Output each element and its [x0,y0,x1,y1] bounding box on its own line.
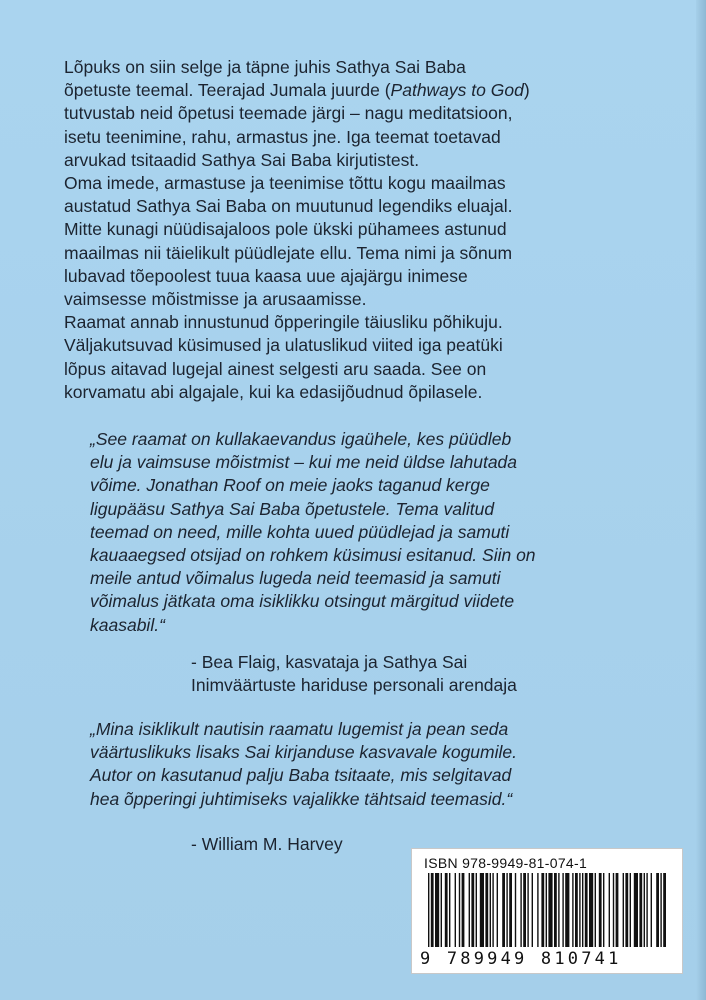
barcode-bars [428,873,668,949]
description-paragraph-2: Oma imede, armastuse ja teenimise tõttu kogu maailmas austatud Sathya Sai Baba on muutunud legendiks eluajal. Mitte kunagi nüüdisajaloos pole ükski pühamees astunud maailmas nii täielikult püüdlejate ellu. Tema nimi ja sõnum lubavad tõepoolest tuua kaasa uue ajajärgu inimese vaimsesse mõistmisse ja arusaamisse. [64,173,513,310]
book-description [64,56,664,404]
english-title: Pathways to God [390,80,524,101]
isbn-label: ISBN 978-9949-81-074-1 [424,855,588,871]
testimonial-quote-1: „See raamat on kullakaevandus igaühele, kes püüdleb elu ja vaimsuse mõistmist – kui me neid üldse lahutada võime. Jonathan Roof on meie jaoks taganud kerge ligupääsu Sathya Sai Baba õpetustele. Tema valitud teemad on need, mille kohta uued püüdlejad ja samuti kauaaegsed otsijad on rohkem küsimusi esitanud. Siin on meile antud võimalus lugeda neid teemasid ja samuti võimalus jätkata oma isiklikku otsingut märgitud viidete kaasabil.“ [90,429,536,635]
description-paragraph-1: Lõpuks on siin selge ja täpne juhis Sathya Sai Baba õpetuste teemal. Teerajad Jumala juurde (Pathways to God) tutvustab neid õpetusi teemade järgi – nagu meditatsioon, isetu teenimine, rahu, armastus jne. Iga teemat toetavad arvukad tsitaadid Sathya Sai Baba kirjutistest. [64,57,530,170]
description-paragraph-3: Raamat annab innustunud õpperingile täiusliku põhikuju. Väljakutsuvad küsimused ja ulatuslikud viited iga peatüki lõpus aitavad lugejal ainest selgesti aru saada. See on korvamatu abi algajale, kui ka edasijõudnud õpilasele. [64,312,503,402]
cover-edge [696,0,706,1000]
testimonial-attribution-2: - William M. Harvey [191,834,343,854]
isbn-barcode [411,848,683,974]
barcode-digits: 9 789949 810741 [420,949,622,969]
testimonial-quote-2: „Mina isiklikult nautisin raamatu lugemist ja pean seda väärtuslikuks lisaks Sai kirjanduse kasvavale kogumile. Autor on kasutanud palju Baba tsitaate, mis selgitavad hea õpperingi juhtimiseks vajalikke tähtsaid teemasid.“ [90,719,517,809]
testimonial-attribution-1: - Bea Flaig, kasvataja ja Sathya Sai Inimväärtuste hariduse personali arendaja [191,652,517,696]
